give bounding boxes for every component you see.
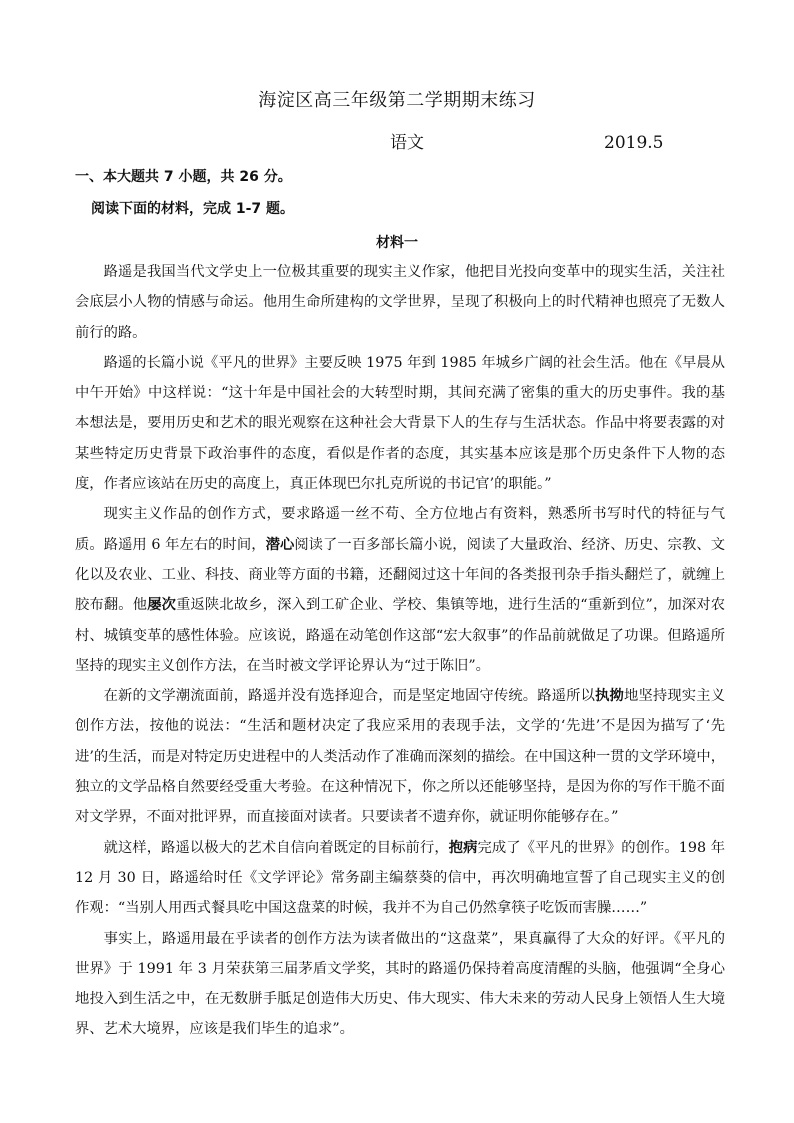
paragraph-text: 路遥的长篇小说《平凡的世界》主要反映 1975 年到 1985 年城乡广阔的社会生活。他在《早晨从中午开始》中这样说：“这十年是中国社会的大转型时期，其间充满了密集的重大的历史事件。我的基本想法是，要用历史和艺术的眼光观察在这种社会大背景下人的生存与生活状态。作品中将要表露的对某些特定历史背景下政治事件的态度，看似是作者的态度，其实基本应该是那个历史条件下人物的态度，作者应该站在历史的高度上，真正体现巴尔扎克所说的书记官’的职能。” bbox=[75, 354, 725, 493]
highlighted-word: 潜心 bbox=[265, 536, 295, 553]
paragraph-text: 重返陕北故乡，深入到工矿企业、学校、集镇等地，进行生活的“重新到位”，加深对农村、城镇变革的感性体验。应该说，路遥在动笔创作这部“宏大叙事”的作品前就做足了功课。但路遥所坚持的现实主义创作方法，在当时被文学评论界认为“过于陈旧”。 bbox=[75, 597, 725, 674]
exam-title: 海淀区高三年级第二学期期末练习 bbox=[258, 90, 536, 111]
subject-label: 语文 bbox=[390, 133, 424, 153]
paragraph-6 bbox=[75, 924, 725, 1045]
exam-subtitle bbox=[390, 128, 690, 153]
material-title: 材料一 bbox=[376, 235, 418, 251]
paragraph-1 bbox=[75, 257, 725, 348]
paragraph-text: 现实主义作品的创作方式，要求路遥一丝不苟、全方位地占有资料，熟悉所书写时代的特征与气质。路遥用 6 年左右的时间， bbox=[75, 506, 725, 553]
paragraph-text: 事实上，路遥用最在乎读者的创作方法为读者做出的“这盘菜”，果真赢得了大众的好评。《平凡的世界》于 1991 年 3 月荣获第三届茅盾文学奖，其时的路遥仍保持着高度清醒的头脑，他强调“全身心地投入到生活之中，在无数胼手胝足创造伟大历史、伟大现实、伟大未来的劳动人民身上领悟人生大境界、艺术大境界，应该是我们毕生的追求”。 bbox=[75, 930, 725, 1038]
paragraph-text: 地坚持现实主义创作方法，按他的说法：“生活和题材决定了我应采用的表现手法，文学的‘先进’不是因为描写了‘先进’的生活，而是对特定历史进程中的人类活动作了准确而深刻的描绘。在中国这种一贯的文学环境中，独立的文学品格自然要经受重大考验。在这种情况下，你之所以还能够坚持，是因为你的写作干脆不面对文学界，不面对批评界，而直接面对读者。只要读者不遗弃你，就证明你能够存在。” bbox=[75, 688, 726, 826]
material-body bbox=[75, 257, 725, 1045]
paragraph-text: 完成了《平凡的世界》的创作。198 年 12 月 30 日，路遥给时任《文学评论》常务副主编蔡葵的信中，再次明确地宣誓了自己现实主义的创作观：“当别人用西式餐具吃中国这盘菜的时候，我并不为自己仍然拿筷子吃饭而害臊……” bbox=[75, 839, 725, 917]
paragraph-5 bbox=[75, 833, 725, 924]
highlighted-word: 执拗 bbox=[595, 688, 624, 705]
paragraph-2 bbox=[75, 348, 725, 499]
section-heading: 一、本大题共 7 小题，共 26 分。 bbox=[75, 169, 292, 185]
exam-date: 2019.5 bbox=[604, 133, 664, 153]
paragraph-text: 在新的文学潮流面前，路遥并没有选择迎合，而是坚定地固守传统。路遥所以 bbox=[103, 688, 596, 705]
paragraph-text: 阅读了一百多部长篇小说，阅读了大量政治、经济、历史、宗教、文化以及农业、工业、科技、商业等方面的书籍，还翻阅过这十年间的各类报刊杂手指头翻烂了，就缠上胶布翻。他 bbox=[75, 536, 726, 614]
highlighted-word: 屡次 bbox=[147, 597, 177, 614]
paragraph-4 bbox=[75, 681, 725, 832]
paragraph-3 bbox=[75, 499, 725, 681]
paragraph-text: 就这样，路遥以极大的艺术自信向着既定的目标前行， bbox=[103, 839, 449, 856]
section-instruction: 阅读下面的材料，完成 1-7 题。 bbox=[91, 201, 295, 217]
highlighted-word: 抱病 bbox=[448, 839, 478, 856]
paragraph-text: 路遥是我国当代文学史上一位极其重要的现实主义作家，他把目光投向变革中的现实生活，关注社会底层小人物的情感与命运。他用生命所建构的文学世界，呈现了积极向上的时代精神也照亮了无数人前行的路。 bbox=[75, 264, 725, 341]
